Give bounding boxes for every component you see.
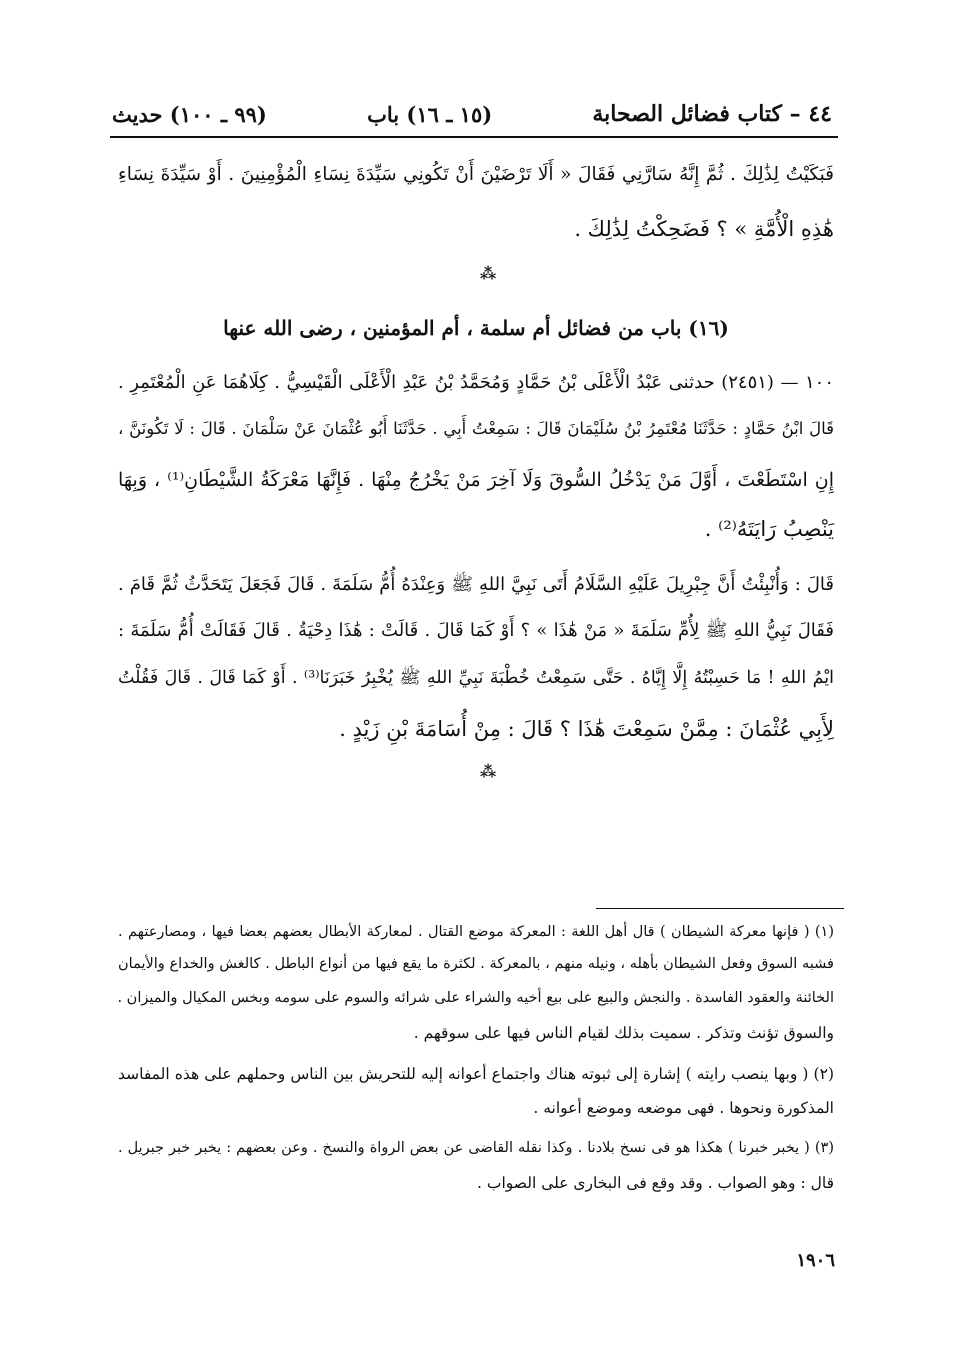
hadith-line-4: يَنْصِبُ رَايَتَهُ⁽²⁾ .	[704, 517, 834, 541]
page-number-footer: ١٩٠٦	[796, 1250, 835, 1271]
intro-line-1: فَبَكَيْتُ لِذَٰلِكَ . ثُمَّ إِنَّهُ سَارَّنِي فَقَالَ « أَلَا تَرْضَيْنَ أَنْ تَكُونِي سَيِّدَةَ نِسَاءِ الْمُؤْمِنِينَ . أَوْ سَيِّدَةَ نِسَاءِ	[118, 164, 834, 185]
section-separator-2: ⁂	[479, 762, 497, 781]
hadith-line-5: قَالَ : وَأُنْبِئْتُ أَنَّ جِبْرِيلَ عَلَيْهِ السَّلَامُ أَتَى نَبِيَّ اللهِ ﷺ وَعِنْدَهُ أُمُّ سَلَمَةَ . قَالَ فَجَعَلَ يَتَحَدَّثُ ثُمَّ قَامَ .	[118, 574, 834, 595]
footnote-line-4: والسوق تؤنث وتذكر . سميت بذلك لقيام الناس فيها على سوقهم .	[413, 1024, 834, 1042]
footnote-line-8: قال : وهو الصواب . وقد وقع فى البخارى على الصواب .	[477, 1174, 834, 1192]
footnote-line-5: (٢) ( وبها ينصب رايته ) إشارة إلى ثبوته هناك واجتماع أعوانه إليه للتحريش بين الناس وحملهم على هذه المفاسد	[118, 1065, 834, 1083]
header-chapter-range: (١٥ ـ ١٦) باب	[367, 101, 493, 127]
footnote-line-3: الخائنة والعقود الفاسدة . والنجش والبيع على بيع أخيه والشراء على شرائه والسوم على سومه وبخس المكيال والميزان .	[117, 990, 834, 1006]
hadith-line-2: قَالَ ابْنُ حَمَّادٍ : حَدَّثَنَا مُعْتَمِرُ بْنُ سُلَيْمَانَ قَالَ : سَمِعْتُ أَبِي . حَدَّثَنَا أَبُو عُثْمَانَ عَنْ سَلْمَانَ . قَالَ : لَا تَكُونَنَّ ،	[118, 419, 834, 438]
header-rule	[110, 136, 838, 138]
header-hadith-range: (٩٩ ـ ١٠٠) حديث	[112, 101, 267, 127]
hadith-line-6: فَقَالَ نَبِيُّ اللهِ ﷺ لِأُمِّ سَلَمَةَ « مَنْ هَٰذَا » ؟ أَوْ كَمَا قَالَ . قَالَتْ : هَٰذَا دِحْيَةُ . قَالَ فَقَالَتْ أُمُّ سَلَمَةَ :	[118, 620, 834, 641]
chapter-heading: (١٦) باب من فضائل أم سلمة ، أم المؤمنين ، رضى الله عنها	[223, 316, 729, 340]
footnote-line-7: (٣) ( يخبر خبرنا ) هكذا هو فى نسخ بلادنا . وكذا نقله القاضى عن بعض الرواة والنسخ . وعن بعضهم : يخبر خبر جبريل .	[118, 1140, 834, 1156]
hadith-line-1: ١٠٠ — (٢٤٥١) حدثنى عَبْدُ الْأَعْلَى بْنُ حَمَّادٍ وَمُحَمَّدُ بْنُ عَبْدِ الْأَعْلَى الْقَيْسِيُّ . كِلَاهُمَا عَنِ الْمُعْتَمِرِ .	[118, 372, 834, 393]
hadith-line-3: إِنِ اسْتَطَعْتَ ، أَوَّلَ مَنْ يَدْخُلُ السُّوقَ وَلَا آخِرَ مَنْ يَخْرُجُ مِنْهَا . فَإِنَّهَا مَعْرَكَةُ الشَّيْطَانِ⁽¹⁾ ، وَبِهَا	[118, 469, 834, 491]
intro-line-2: هَٰذِهِ الْأُمَّةِ » ؟ فَضَحِكْتُ لِذَٰلِكَ .	[574, 217, 834, 241]
hadith-line-8: لِأَبِي عُثْمَانَ : مِمَّنْ سَمِعْتَ هَٰذَا ؟ قَالَ : مِنْ أُسَامَةَ بْنِ زَيْدٍ .	[339, 717, 834, 741]
footnote-line-6: المذكورة ونحوها . فهى موضعه وموضع أعوانه .	[533, 1099, 834, 1117]
running-header	[112, 96, 832, 132]
header-book-title	[592, 101, 832, 127]
footnote-line-1: (١) ( فإنها معركة الشيطان ) قال أهل اللغة : المعركة موضع القتال . لمعاركة الأبطال بعضهم بعضا فيها ، ومصارعتهم .	[118, 924, 834, 940]
header-title-text: – كتاب فضائل الصحابة	[592, 101, 801, 127]
hadith-line-7: ايْمُ اللهِ ! مَا حَسِبْتُهُ إِلَّا إِيَّاهُ . حَتَّى سَمِعْتُ خُطْبَةَ نَبِيِّ اللهِ ﷺ يُخْبِرُ خَبَرَنَا⁽³⁾ . أَوْ كَمَا قَالَ . قَالَ فَقُلْتُ	[118, 668, 834, 688]
footnote-rule	[596, 908, 844, 909]
section-separator-1: ⁂	[479, 264, 497, 283]
header-page-number: ٤٤	[808, 101, 832, 127]
footnote-line-2: فشبه السوق وفعل الشيطان بأهله ، ونيله منهم ، بالمعركة . لكثرة ما يقع فيها من أنواع الباطل . كالغش والخداع والأيمان	[118, 956, 834, 972]
